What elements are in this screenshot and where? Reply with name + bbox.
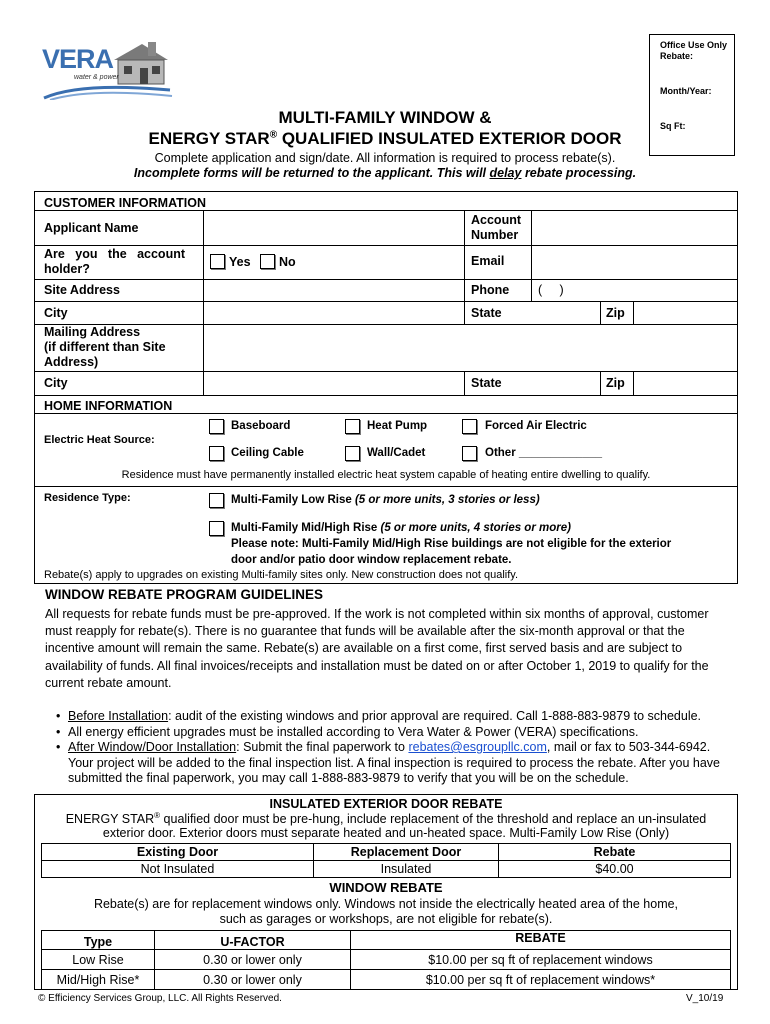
window-header-ufactor: U-FACTOR <box>155 931 351 950</box>
rebates-email-link[interactable]: rebates@esgroupllc.com <box>408 740 547 754</box>
mailing-address-label-2: (if different than Site <box>44 340 166 354</box>
office-sqft-label: Sq Ft: <box>660 121 686 131</box>
account-number-label-2: Number <box>471 228 519 242</box>
table-row <box>42 970 731 990</box>
mid-rise-label <box>231 522 571 534</box>
account-number-label-1: Account <box>471 213 521 227</box>
account-number-field[interactable] <box>533 212 736 243</box>
door-rebate-heading: INSULATED EXTERIOR DOOR REBATE <box>269 797 503 811</box>
footer-copyright: © Efficiency Services Group, LLC. All Rights Reserved. <box>38 993 282 1004</box>
city-label: City <box>44 306 68 320</box>
ceiling-cable-label: Ceiling Cable <box>231 447 304 459</box>
before-install-title: Before Installation <box>68 709 169 723</box>
customer-info-heading: CUSTOMER INFORMATION <box>44 196 207 210</box>
low-rise-detail: (5 or more units, 3 stories or less) <box>354 494 540 506</box>
after-install-text-a: : Submit the final paperwork to <box>236 740 409 754</box>
instructions-line1: Complete application and sign/date. All information is required to process rebate(s). <box>154 151 616 165</box>
mid-rise-text: Multi-Family Mid/High Rise <box>231 522 381 534</box>
mailing-address-label-3: Address) <box>44 355 99 369</box>
door-rebate-desc1 <box>35 811 737 826</box>
mailing-state-label: State <box>471 376 502 390</box>
door-cell-replacement: Insulated <box>314 861 499 878</box>
zip-label: Zip <box>606 306 625 320</box>
title-energy-star: ENERGY STAR <box>148 129 270 148</box>
instr2-delay: delay <box>489 166 522 180</box>
window-ufactor-low: 0.30 or lower only <box>155 950 351 970</box>
guidelines-bullets <box>52 709 732 787</box>
office-use-title: Office Use Only <box>660 40 728 50</box>
baseboard-checkbox[interactable] <box>209 419 224 434</box>
mailing-city-label: City <box>44 376 68 390</box>
phone-field[interactable]: ( ) <box>538 283 564 297</box>
heat-pump-checkbox[interactable] <box>345 419 360 434</box>
forced-air-label: Forced Air Electric <box>485 420 587 432</box>
door-header-existing: Existing Door <box>42 844 314 861</box>
mailing-city-field[interactable] <box>205 373 462 394</box>
door-header-rebate: Rebate <box>499 844 731 861</box>
yes-checkbox[interactable] <box>210 254 225 269</box>
footer-version: V_10/19 <box>686 993 724 1004</box>
mailing-address-label-1: Mailing Address <box>44 325 141 339</box>
mid-rise-detail: (5 or more units, 4 stories or more) <box>380 522 571 534</box>
window-ufactor-mid: 0.30 or lower only <box>155 970 351 990</box>
wall-cadet-checkbox[interactable] <box>345 446 360 461</box>
after-install-title: After Window/Door Installation <box>68 740 237 754</box>
logo-name: VERA <box>42 44 114 74</box>
door-header-replacement: Replacement Door <box>314 844 499 861</box>
zip-field[interactable] <box>635 303 736 323</box>
after-install-text-b: , mail or fax to 503-344-6942. <box>546 740 711 754</box>
email-field[interactable] <box>533 247 736 278</box>
bullet-before-install <box>52 709 732 725</box>
wall-cadet-label: Wall/Cadet <box>367 447 426 459</box>
window-rebate-desc1: Rebate(s) are for replacement windows only. Windows not inside the electrically heated area of the home, <box>93 897 679 911</box>
ceiling-cable-checkbox[interactable] <box>209 446 224 461</box>
window-rebate-desc2: such as garages or workshops, are not eligible for rebate(s). <box>219 912 553 926</box>
city-field[interactable] <box>205 303 462 323</box>
state-label: State <box>471 306 502 320</box>
mailing-state-field[interactable] <box>533 373 599 394</box>
guidelines-paragraph: All requests for rebate funds must be pre-approved. If the work is not completed within six months of approval, customer must reapply for rebate(s). There is no guarantee that funds will be available after the six-month approval or that the incentive amount will remain the same. Rebate(s) are available on a first come, first served basis and are subject to availability of funds. All final invoices/receipts and installation must be dated on or after October 1, 2019 to qualify for the current rebate amount. <box>45 607 709 690</box>
state-field[interactable] <box>533 303 599 323</box>
account-holder-label-1: Are you the account <box>44 247 185 261</box>
door-rebate-desc2: exterior door. Exterior doors must separate heated and un-heated space. Multi-Family Low Rise (Only) <box>102 826 670 840</box>
window-header-rebate: REBATE <box>351 931 731 950</box>
other-heat-label[interactable]: Other _____________ <box>485 447 603 459</box>
office-rebate-label: Rebate: <box>660 51 694 61</box>
door-desc-rest: qualified door must be pre-hung, include replacement of the threshold and replace an un-insulated <box>160 812 707 827</box>
form-title-line2 <box>0 129 770 149</box>
mid-rise-note-1: Please note: Multi-Family Mid/High Rise buildings are not eligible for the exterior <box>231 538 672 550</box>
forced-air-checkbox[interactable] <box>462 419 477 434</box>
residence-type-label: Residence Type: <box>44 492 131 504</box>
mailing-zip-field[interactable] <box>635 373 736 394</box>
office-month-label: Month/Year: <box>660 86 712 96</box>
mid-rise-checkbox[interactable] <box>209 521 224 536</box>
window-rebate-table <box>41 930 731 990</box>
baseboard-label: Baseboard <box>231 420 291 432</box>
door-desc-reg: ® <box>154 811 161 820</box>
mid-rise-note-2: door and/or patio door window replacement rebate. <box>231 554 512 566</box>
site-address-field[interactable] <box>205 281 462 300</box>
low-rise-text: Multi-Family Low Rise <box>231 494 355 506</box>
no-checkbox[interactable] <box>260 254 275 269</box>
heat-pump-label: Heat Pump <box>367 420 428 432</box>
site-address-label: Site Address <box>44 283 120 297</box>
door-rebate-table <box>41 843 731 878</box>
mailing-zip-label: Zip <box>606 376 625 390</box>
window-type-mid: Mid/High Rise* <box>42 970 155 990</box>
existing-sites-note: Rebate(s) apply to upgrades on existing Multi-family sites only. New construction does not qualify. <box>44 569 519 581</box>
title-reg-mark: ® <box>269 129 278 141</box>
title-rest: QUALIFIED INSULATED EXTERIOR DOOR <box>277 129 622 148</box>
account-holder-label-2: holder? <box>44 262 90 276</box>
door-cell-rebate: $40.00 <box>499 861 731 878</box>
window-rebate-low: $10.00 per sq ft of replacement windows <box>351 950 731 970</box>
table-row <box>42 950 731 970</box>
window-header-type: Type <box>42 931 155 950</box>
door-cell-existing: Not Insulated <box>42 861 314 878</box>
vera-logo <box>40 38 175 100</box>
instr2-a: Incomplete forms will be returned to the applicant. This will <box>133 166 490 180</box>
residence-note: Residence must have permanently installed electric heat system capable of heating entire dwelling to qualify. <box>121 469 651 481</box>
yes-label: Yes <box>229 255 251 269</box>
window-rebate-heading: WINDOW REBATE <box>329 880 443 895</box>
after-install-text-c: Your project will be added to the final inspection list. A final inspection is required to process the rebate. After you have submitted the final paperwork, you may call 1-888-883-9879 to verify that you will be on the schedule. <box>68 755 721 785</box>
bullet-specifications: • All energy efficient upgrades must be installed according to Vera Water & Power (VERA) specifications. <box>52 725 732 741</box>
no-label: No <box>279 255 296 269</box>
instructions-line2 <box>0 166 770 180</box>
other-heat-checkbox[interactable] <box>462 446 477 461</box>
door-desc-energy-star: ENERGY STAR <box>65 812 155 827</box>
heat-source-label: Electric Heat Source: <box>44 434 155 446</box>
applicant-name-field[interactable] <box>205 212 462 243</box>
before-install-text: : audit of the existing windows and prior approval are required. Call 1-888-883-9879 to schedule. <box>168 709 702 723</box>
form-title-line1: MULTI-FAMILY WINDOW & <box>278 108 492 127</box>
mailing-address-field[interactable] <box>205 326 736 370</box>
instr2-b: rebate processing. <box>521 166 637 180</box>
phone-label: Phone <box>471 283 510 297</box>
logo-sub: water & power <box>74 74 119 81</box>
window-type-low: Low Rise <box>42 950 155 970</box>
low-rise-checkbox[interactable] <box>209 493 224 508</box>
low-rise-label <box>231 494 540 506</box>
applicant-name-label: Applicant Name <box>44 221 139 235</box>
guidelines-heading: WINDOW REBATE PROGRAM GUIDELINES <box>45 587 323 602</box>
window-rebate-mid: $10.00 per sq ft of replacement windows* <box>351 970 731 990</box>
email-label: Email <box>471 254 505 268</box>
bullet-after-install <box>52 740 732 787</box>
home-info-heading: HOME INFORMATION <box>44 399 173 413</box>
